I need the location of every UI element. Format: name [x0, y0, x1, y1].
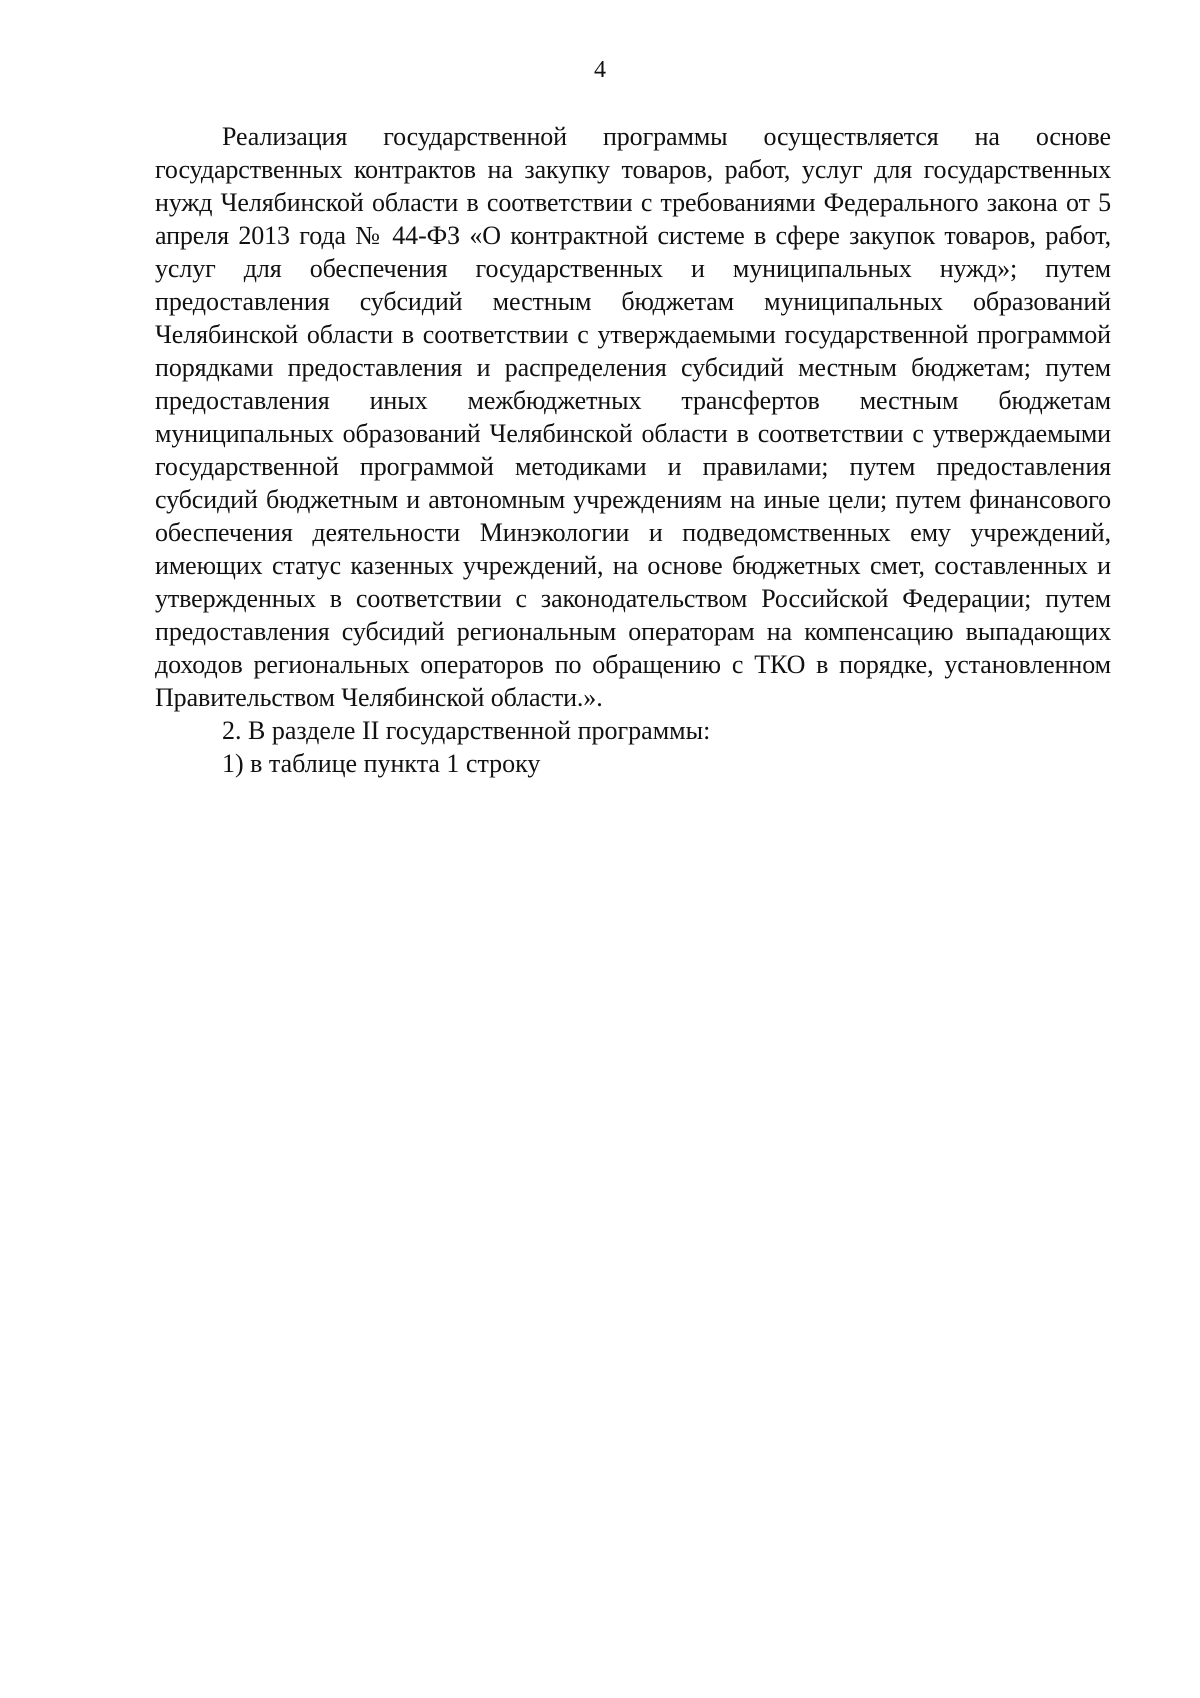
document-body: [155, 120, 1111, 780]
paragraph-table-row: 1) в таблице пункта 1 строку: [222, 749, 541, 778]
paragraph-section-two: 2. В разделе II государственной программы:: [222, 716, 711, 745]
paragraph-implementation: Реализация государственной программы осуществляется на основе государственных контрактов на закупку товаров, работ, услуг для государственных нужд Челябинской области в соответствии с требованиями Федерального закона от 5 апреля 2013 года № 44-ФЗ «О контрактной системе в сфере закупок товаров, работ, услуг для обеспечения государственных и муниципальных нужд»; путем предоставления субсидий местным бюджетам муниципальных образований Челябинской области в соответствии с утверждаемыми государственной программой порядками предоставления и распределения субсидий местным бюджетам; путем предоставления иных межбюджетных трансфертов местным бюджетам муниципальных образований Челябинской области в соответствии с утверждаемыми государственной программой методиками и правилами; путем предоставления субсидий бюджетным и автономным учреждениям на иные цели; путем финансового обеспечения деятельности Минэкологии и подведомственных ему учреждений, имеющих статус казенных учреждений, на основе бюджетных смет, составленных и утвержденных в соответствии с законодательством Российской Федерации; путем предоставления субсидий региональным операторам на компенсацию выпадающих доходов региональных операторов по обращению с ТКО в порядке, установленном Правительством Челябинской области.».: [155, 122, 1111, 712]
page-number: 4: [594, 57, 606, 83]
